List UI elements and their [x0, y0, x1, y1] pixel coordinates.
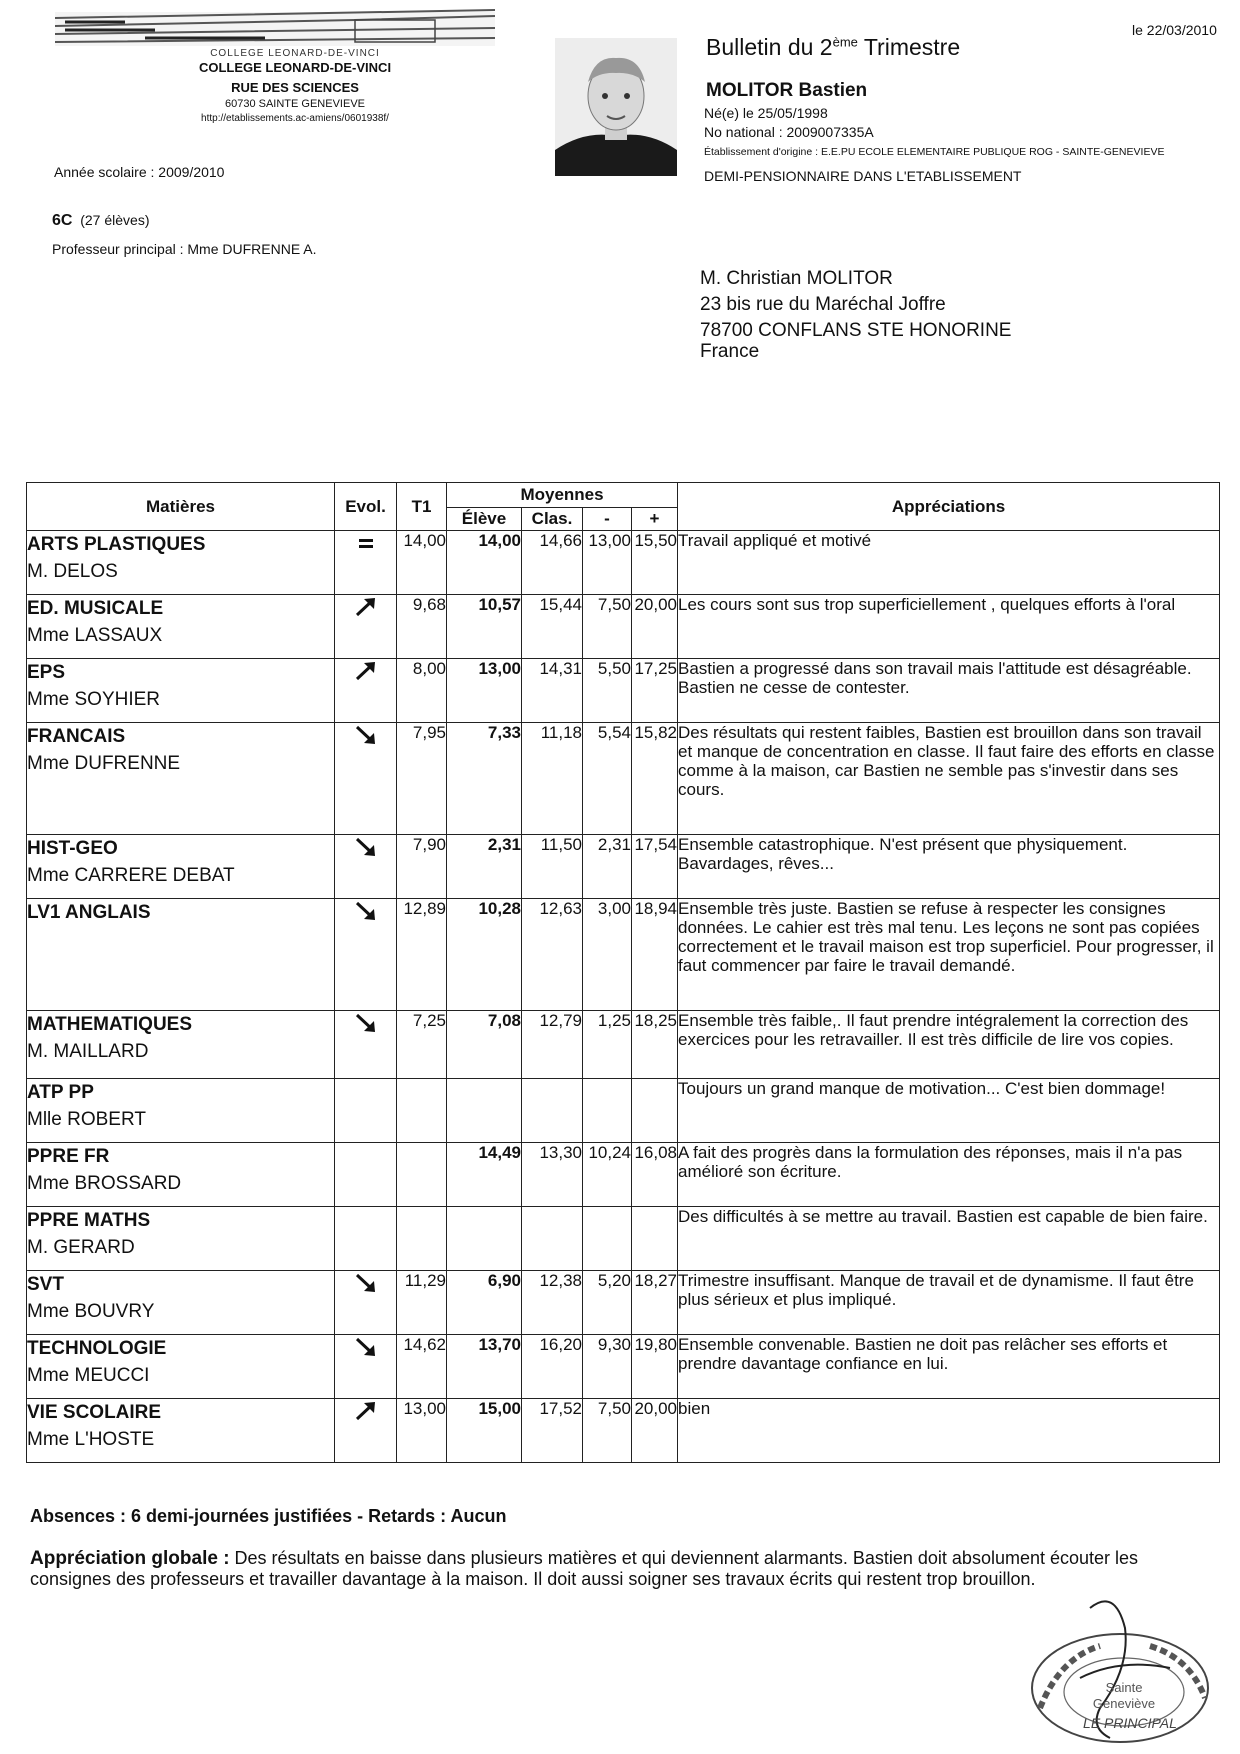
global-appreciation-text: Des résultats en baisse dans plusieurs matières et qui deviennent alarmants. Bastien doit absolument écouter les consignes des professeurs et travailler davantage à la maison. Il doit aussi soigner ses travaux écrits qui restent trop brouillon.	[30, 1548, 1139, 1589]
class-info	[52, 212, 150, 230]
class-average: 12,79	[522, 1011, 583, 1079]
subject-cell	[27, 1271, 335, 1335]
class-average: 11,50	[522, 835, 583, 899]
subject-cell	[27, 1207, 335, 1271]
teacher-comment: Bastien a progressé dans son travail mais l'attitude est désagréable. Bastien ne cesse de contester.	[678, 659, 1220, 723]
trend-down-icon	[353, 835, 379, 859]
bulletin-title-suffix: Trimestre	[857, 34, 961, 60]
subject-name: TECHNOLOGIE	[27, 1338, 167, 1359]
school-street: RUE DES SCIENCES	[231, 80, 359, 95]
student-average: 13,70	[447, 1335, 522, 1399]
max-average	[632, 1079, 678, 1143]
min-average: 13,00	[583, 531, 632, 595]
subject-name: PPRE FR	[27, 1146, 110, 1167]
max-average: 17,54	[632, 835, 678, 899]
header-comments: Appréciations	[678, 483, 1220, 531]
svg-text:Geneviève: Geneviève	[1092, 1696, 1156, 1711]
subject-cell	[27, 723, 335, 835]
teacher-name: Mlle ROBERT	[27, 1109, 146, 1130]
evolution-cell	[335, 899, 397, 1011]
student-photo	[555, 38, 677, 176]
evolution-cell	[335, 1207, 397, 1271]
student-name: MOLITOR Bastien	[706, 80, 868, 101]
address-line: 23 bis rue du Maréchal Joffre	[700, 294, 946, 315]
trend-up-icon	[353, 659, 379, 683]
trend-up-icon	[353, 595, 379, 619]
t1-average: 7,25	[397, 1011, 447, 1079]
student-average: 7,33	[447, 723, 522, 835]
header-subject: Matières	[27, 483, 335, 531]
max-average: 20,00	[632, 1399, 678, 1463]
address-line: France	[700, 341, 760, 362]
teacher-name: Mme BOUVRY	[27, 1301, 155, 1322]
teacher-comment: Des difficultés à se mettre au travail. Bastien est capable de bien faire.	[678, 1207, 1220, 1271]
student-average: 15,00	[447, 1399, 522, 1463]
table-row	[27, 1399, 1220, 1463]
table-row	[27, 899, 1220, 1011]
subject-cell	[27, 899, 335, 1011]
absences-summary: Absences : 6 demi-journées justifiées - Retards : Aucun	[30, 1506, 507, 1526]
min-average: 3,00	[583, 899, 632, 1011]
subject-name: MATHEMATIQUES	[27, 1014, 193, 1035]
max-average: 20,00	[632, 595, 678, 659]
student-average: 14,49	[447, 1143, 522, 1207]
table-row	[27, 1143, 1220, 1207]
student-average: 6,90	[447, 1271, 522, 1335]
max-average: 18,25	[632, 1011, 678, 1079]
global-appreciation	[30, 1548, 1205, 1589]
subject-name: ARTS PLASTIQUES	[27, 534, 206, 555]
class-average: 14,66	[522, 531, 583, 595]
table-row	[27, 1271, 1220, 1335]
min-average: 1,25	[583, 1011, 632, 1079]
teacher-comment: Travail appliqué et motivé	[678, 531, 1220, 595]
evolution-cell	[335, 1399, 397, 1463]
address-line: 78700 CONFLANS STE HONORINE	[700, 320, 1012, 341]
teacher-comment: bien	[678, 1399, 1220, 1463]
evolution-cell	[335, 835, 397, 899]
max-average: 17,25	[632, 659, 678, 723]
head-teacher: Professeur principal : Mme DUFRENNE A.	[52, 241, 317, 257]
student-average: 13,00	[447, 659, 522, 723]
subject-name: PPRE MATHS	[27, 1210, 151, 1231]
class-average: 15,44	[522, 595, 583, 659]
teacher-name: Mme L'HOSTE	[27, 1429, 155, 1450]
class-average: 11,18	[522, 723, 583, 835]
school-name: COLLEGE LEONARD-DE-VINCI	[198, 60, 392, 75]
subject-cell	[27, 595, 335, 659]
evolution-cell	[335, 723, 397, 835]
teacher-comment: Ensemble très juste. Bastien se refuse à respecter les consignes données. Le cahier est très mal tenu. Les leçons ne sont pas copiées correctement et le travail maison est trop superficiel. Pour progresser, il faut commencer par faire le travail demandé.	[678, 899, 1220, 1011]
teacher-name: Mme DUFRENNE	[27, 753, 181, 774]
table-row	[27, 835, 1220, 899]
t1-average: 7,90	[397, 835, 447, 899]
header-averages: Moyennes	[447, 483, 678, 508]
evolution-cell	[335, 1271, 397, 1335]
student-national-id: No national : 2009007335A	[704, 124, 874, 140]
address-line: M. Christian MOLITOR	[700, 268, 893, 289]
class-average	[522, 1079, 583, 1143]
subject-name: VIE SCOLAIRE	[27, 1402, 162, 1423]
svg-text:LE PRINCIPAL: LE PRINCIPAL	[1083, 1715, 1177, 1731]
min-average: 5,50	[583, 659, 632, 723]
evolution-cell	[335, 1143, 397, 1207]
max-average: 19,80	[632, 1335, 678, 1399]
school-url: http://etablissements.ac-amiens/0601938f/	[201, 113, 389, 124]
subject-cell	[27, 1399, 335, 1463]
teacher-name: M. MAILLARD	[27, 1041, 149, 1062]
student-average: 10,28	[447, 899, 522, 1011]
max-average: 18,94	[632, 899, 678, 1011]
bulletin-title-sup: ème	[832, 34, 858, 50]
t1-average: 11,29	[397, 1271, 447, 1335]
subject-cell	[27, 659, 335, 723]
table-row	[27, 1335, 1220, 1399]
table-row	[27, 1079, 1220, 1143]
trend-down-icon	[353, 1011, 379, 1035]
teacher-comment: Ensemble très faible,. Il faut prendre intégralement la correction des exercices pour les retravailler. Il est très difficile de lire vos copies.	[678, 1011, 1220, 1079]
min-average: 9,30	[583, 1335, 632, 1399]
subject-cell	[27, 1143, 335, 1207]
evolution-cell	[335, 1011, 397, 1079]
student-dob: Né(e) le 25/05/1998	[704, 105, 828, 121]
class-average: 16,20	[522, 1335, 583, 1399]
subject-name: SVT	[27, 1274, 64, 1295]
teacher-name: M. GERARD	[27, 1237, 135, 1258]
evolution-cell	[335, 1335, 397, 1399]
class-code: 6C	[52, 212, 73, 229]
trend-equal-icon	[353, 531, 379, 555]
school-city: 60730 SAINTE GENEVIEVE	[224, 98, 365, 110]
student-average: 2,31	[447, 835, 522, 899]
teacher-comment: Trimestre insuffisant. Manque de travail et de dynamisme. Il faut être plus sérieux et plus impliqué.	[678, 1271, 1220, 1335]
min-average: 7,50	[583, 595, 632, 659]
teacher-comment: Les cours sont sus trop superficiellement , quelques efforts à l'oral	[678, 595, 1220, 659]
teacher-comment: Ensemble convenable. Bastien ne doit pas relâcher ses efforts et prendre davantage confiance en lui.	[678, 1335, 1220, 1399]
trend-down-icon	[353, 723, 379, 747]
subject-name: LV1 ANGLAIS	[27, 902, 151, 923]
t1-average: 7,95	[397, 723, 447, 835]
teacher-name: Mme CARRERE DEBAT	[27, 865, 235, 886]
subject-name: ED. MUSICALE	[27, 598, 164, 619]
min-average	[583, 1079, 632, 1143]
table-row	[27, 659, 1220, 723]
logo-caption: COLLEGE LEONARD-DE-VINCI	[210, 48, 380, 59]
min-average: 7,50	[583, 1399, 632, 1463]
class-average: 12,38	[522, 1271, 583, 1335]
teacher-comment: Des résultats qui restent faibles, Bastien est brouillon dans son travail et manque de concentration en classe. Il faut faire des efforts en classe comme à la maison, car Bastien ne semble pas s'investir dans ses cours.	[678, 723, 1220, 835]
teacher-comment: Toujours un grand manque de motivation... C'est bien dommage!	[678, 1079, 1220, 1143]
grades-table	[26, 482, 1220, 1463]
t1-average: 9,68	[397, 595, 447, 659]
teacher-comment: A fait des progrès dans la formulation des réponses, mais il n'a pas amélioré son écriture.	[678, 1143, 1220, 1207]
max-average: 16,08	[632, 1143, 678, 1207]
table-row	[27, 723, 1220, 835]
min-average	[583, 1207, 632, 1271]
table-row	[27, 531, 1220, 595]
class-size: (27 élèves)	[80, 212, 150, 228]
table-row	[27, 1207, 1220, 1271]
trend-down-icon	[353, 1335, 379, 1359]
subject-name: EPS	[27, 662, 66, 683]
teacher-name: Mme MEUCCI	[27, 1365, 150, 1386]
t1-average: 8,00	[397, 659, 447, 723]
student-average: 14,00	[447, 531, 522, 595]
principal-stamp-signature	[1020, 1588, 1220, 1748]
trend-down-icon	[353, 1271, 379, 1295]
header-evol: Evol.	[335, 483, 397, 531]
min-average: 10,24	[583, 1143, 632, 1207]
class-average: 12,63	[522, 899, 583, 1011]
subject-name: ATP PP	[27, 1082, 94, 1103]
grades-body	[27, 531, 1220, 1463]
min-average: 5,54	[583, 723, 632, 835]
header-min: -	[583, 508, 632, 531]
header-max: +	[632, 508, 678, 531]
header-t1: T1	[397, 483, 447, 531]
student-average	[447, 1079, 522, 1143]
subject-cell	[27, 1079, 335, 1143]
teacher-name: M. DELOS	[27, 561, 118, 582]
trend-down-icon	[353, 899, 379, 923]
subject-cell	[27, 1335, 335, 1399]
bulletin-title-prefix: Bulletin du 2	[706, 34, 833, 60]
school-year: Année scolaire : 2009/2010	[54, 164, 225, 180]
header-class-avg: Clas.	[522, 508, 583, 531]
t1-average	[397, 1207, 447, 1271]
student-origin-school: Établissement d'origine : E.E.PU ECOLE ELEMENTAIRE PUBLIQUE ROG - SAINTE-GENEVIEVE	[704, 146, 1165, 158]
class-average: 17,52	[522, 1399, 583, 1463]
student-average: 7,08	[447, 1011, 522, 1079]
trend-up-icon	[353, 1399, 379, 1423]
student-regime: DEMI-PENSIONNAIRE DANS L'ETABLISSEMENT	[704, 168, 1022, 184]
class-average	[522, 1207, 583, 1271]
subject-name: FRANCAIS	[27, 726, 126, 747]
evolution-cell	[335, 531, 397, 595]
table-row	[27, 595, 1220, 659]
max-average	[632, 1207, 678, 1271]
evolution-cell	[335, 659, 397, 723]
subject-cell	[27, 1011, 335, 1079]
teacher-name: Mme BROSSARD	[27, 1173, 182, 1194]
evolution-cell	[335, 1079, 397, 1143]
max-average: 18,27	[632, 1271, 678, 1335]
t1-average	[397, 1079, 447, 1143]
school-logo	[55, 8, 495, 50]
subject-cell	[27, 835, 335, 899]
subject-cell	[27, 531, 335, 595]
class-average: 14,31	[522, 659, 583, 723]
t1-average: 14,62	[397, 1335, 447, 1399]
bulletin-title	[706, 34, 960, 61]
student-average	[447, 1207, 522, 1271]
min-average: 2,31	[583, 835, 632, 899]
max-average: 15,50	[632, 531, 678, 595]
header-student-avg: Élève	[447, 508, 522, 531]
class-average: 13,30	[522, 1143, 583, 1207]
t1-average: 13,00	[397, 1399, 447, 1463]
document-date: le 22/03/2010	[1132, 22, 1217, 38]
teacher-comment: Ensemble catastrophique. N'est présent que physiquement. Bavardages, rêves...	[678, 835, 1220, 899]
subject-name: HIST-GEO	[27, 838, 118, 859]
max-average: 15,82	[632, 723, 678, 835]
evolution-cell	[335, 595, 397, 659]
t1-average	[397, 1143, 447, 1207]
t1-average: 12,89	[397, 899, 447, 1011]
teacher-name: Mme SOYHIER	[27, 689, 161, 710]
table-row	[27, 1011, 1220, 1079]
teacher-name: Mme LASSAUX	[27, 625, 163, 646]
t1-average: 14,00	[397, 531, 447, 595]
student-average: 10,57	[447, 595, 522, 659]
svg-text:Sainte: Sainte	[1105, 1680, 1143, 1695]
global-appreciation-label: Appréciation globale :	[30, 1548, 230, 1569]
min-average: 5,20	[583, 1271, 632, 1335]
